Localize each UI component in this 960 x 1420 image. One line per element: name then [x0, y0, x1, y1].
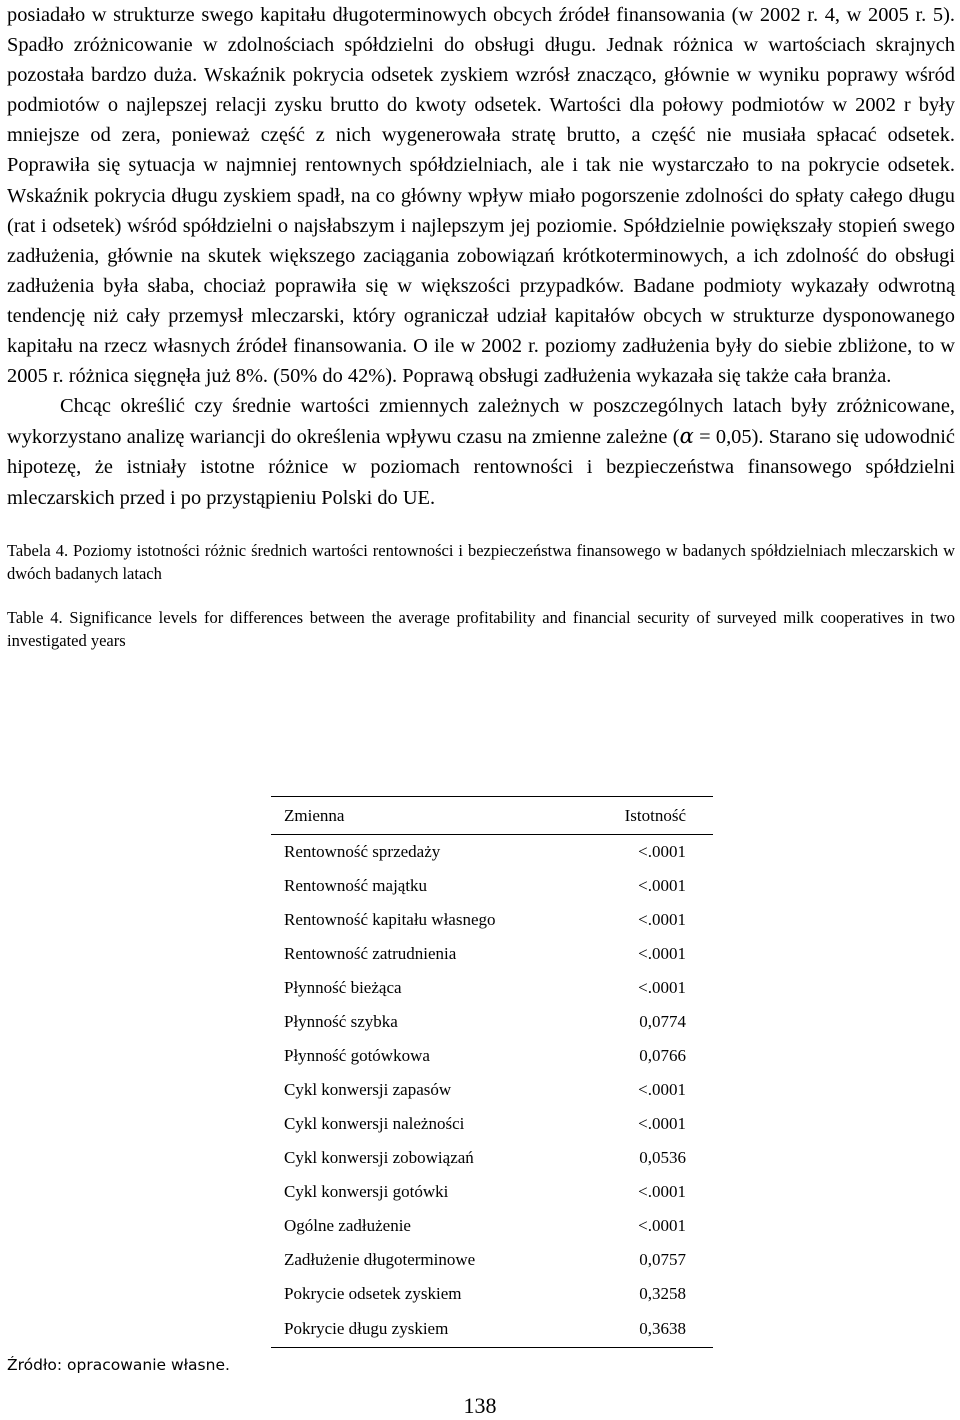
row-significance: 0,0757: [639, 1250, 686, 1269]
row-significance: 0,0766: [639, 1046, 686, 1065]
row-significance: 0,0536: [639, 1148, 686, 1167]
row-variable: Ogólne zadłużenie: [284, 1216, 411, 1235]
row-significance: 0,3638: [596, 1311, 713, 1348]
alpha-symbol: α: [679, 424, 694, 449]
table-row: [271, 1311, 713, 1348]
row-significance: 0,3258: [639, 1284, 686, 1303]
row-significance: <.0001: [638, 1080, 686, 1099]
row-variable: Pokrycie długu zyskiem: [271, 1311, 596, 1348]
table-row: [271, 903, 713, 937]
table-header-row: [271, 797, 713, 835]
row-significance: <.0001: [638, 978, 686, 997]
row-variable: Rentowność majątku: [284, 876, 428, 895]
table-row: [271, 1005, 713, 1039]
row-variable: Płynność szybka: [284, 1012, 398, 1031]
table-body: [271, 835, 713, 1348]
significance-table: [271, 796, 713, 1348]
row-variable: Cykl konwersji zapasów: [284, 1080, 452, 1099]
table-row: [271, 1141, 713, 1175]
row-variable: Rentowność zatrudnienia: [284, 944, 457, 963]
row-variable: Cykl konwersji zobowiązań: [284, 1148, 474, 1167]
body-paragraph-1: posiadało w strukturze swego kapitału długoterminowych obcych źródeł finansowania (w 2002 r. 4, w 2005 r. 5). Spadło zróżnicowanie w zdolnościach spółdzielni do obsługi długu. Jednak różnica w wartościach skrajnych pozostała bardzo duża. Wskaźnik pokrycia odsetek zyskiem wzrósł znacząco, głównie w wyniku poprawy wśród podmiotów o najlepszej relacji zysku brutto do kwoty odsetek. Wartości dla połowy podmiotów w 2002 r były mniejsze od zera, ponieważ część z nich wygenerowała stratę brutto, a część nie musiała spłacać odsetek. Poprawiła się sytuacja w najmniej rentownych spółdzielniach, ale i tak nie wystarczało to na pokrycie odsetek. Wskaźnik pokrycia długu zyskiem spadł, na co główny wpływ miało pogorszenie zdolności do spłaty całego długu (rat i odsetek) wśród spółdzielni o najsłabszym i najlepszym jej poziomie. Spółdzielnie powiększały stopień swego zadłużenia, głównie na skutek większego zaciągania zobowiązań krótkoterminowych, a ich zdolność do obsługi zadłużenia była słaba, chociaż poprawiła się w większości przypadków. Badane podmioty wykazały odwrotną tendencję niż cały przemysł mleczarski, który ograniczał udział kapitałów obcych w strukturze dysponowanego kapitału na rzecz własnych źródeł finansowania. O ile w 2002 r. poziomy zadłużenia były do siebie zbliżone, to w 2005 r. różnica sięgnęła już 8%. (50% do 42%). Poprawą obsługi zadłużenia wykazała się także cała branża.: [7, 4, 955, 388]
table-row: [271, 1243, 713, 1277]
table-row: [271, 937, 713, 971]
row-variable: Cykl konwersji gotówki: [284, 1182, 449, 1201]
header-significance: Istotność: [596, 797, 713, 835]
row-variable: Cykl konwersji należności: [284, 1114, 465, 1133]
table-row: [271, 1209, 713, 1243]
row-significance: <.0001: [638, 876, 686, 895]
page-content: [7, 0, 955, 653]
row-significance: <.0001: [638, 1114, 686, 1133]
row-variable: Płynność bieżąca: [284, 978, 402, 997]
source-note: Źródło: opracowanie własne.: [7, 1356, 230, 1374]
table-caption-polish: Tabela 4. Poziomy istotności różnic średnich wartości rentowności i bezpieczeństwa finansowego w badanych spółdzielniach mleczarskich w dwóch badanych latach: [7, 540, 955, 584]
table-row: [271, 1175, 713, 1209]
body-paragraph-2: [7, 391, 955, 512]
row-significance: <.0001: [638, 1216, 686, 1235]
row-significance: <.0001: [638, 1182, 686, 1201]
row-significance: <.0001: [638, 910, 686, 929]
table-row: [271, 835, 713, 870]
row-variable: Rentowność kapitału własnego: [284, 910, 496, 929]
table-row: [271, 1107, 713, 1141]
table-row: [271, 971, 713, 1005]
table-row: [271, 1039, 713, 1073]
table-row: [271, 1277, 713, 1311]
table-row: [271, 869, 713, 903]
table-row: [271, 1073, 713, 1107]
row-significance: <.0001: [638, 944, 686, 963]
header-variable: Zmienna: [271, 797, 596, 835]
row-variable: Pokrycie odsetek zyskiem: [284, 1284, 462, 1303]
row-significance: 0,0774: [639, 1012, 686, 1031]
row-variable: Zadłużenie długoterminowe: [284, 1250, 476, 1269]
table-caption-english: Table 4. Significance levels for differences between the average profitability and financial security of surveyed milk cooperatives in two investigated years: [7, 607, 955, 651]
row-significance: <.0001: [638, 842, 686, 861]
row-variable: Rentowność sprzedaży: [284, 842, 441, 861]
paragraph-2-text-before: Chcąc określić czy średnie wartości zmiennych zależnych w poszczególnych latach były zróżnicowane, wykorzystano analizę wariancji do określenia wpływu czasu na zmienne zależne (: [7, 395, 955, 449]
page-number: 138: [463, 1393, 497, 1418]
row-variable: Płynność gotówkowa: [284, 1046, 430, 1065]
paragraph-2-text-after: = 0,05). Starano się udowodnić hipotezę, że istniały istotne różnice w poziomach rentowności i bezpieczeństwa finansowego spółdzielni mleczarskich przed i po przystąpieniu Polski do UE.: [7, 426, 955, 509]
